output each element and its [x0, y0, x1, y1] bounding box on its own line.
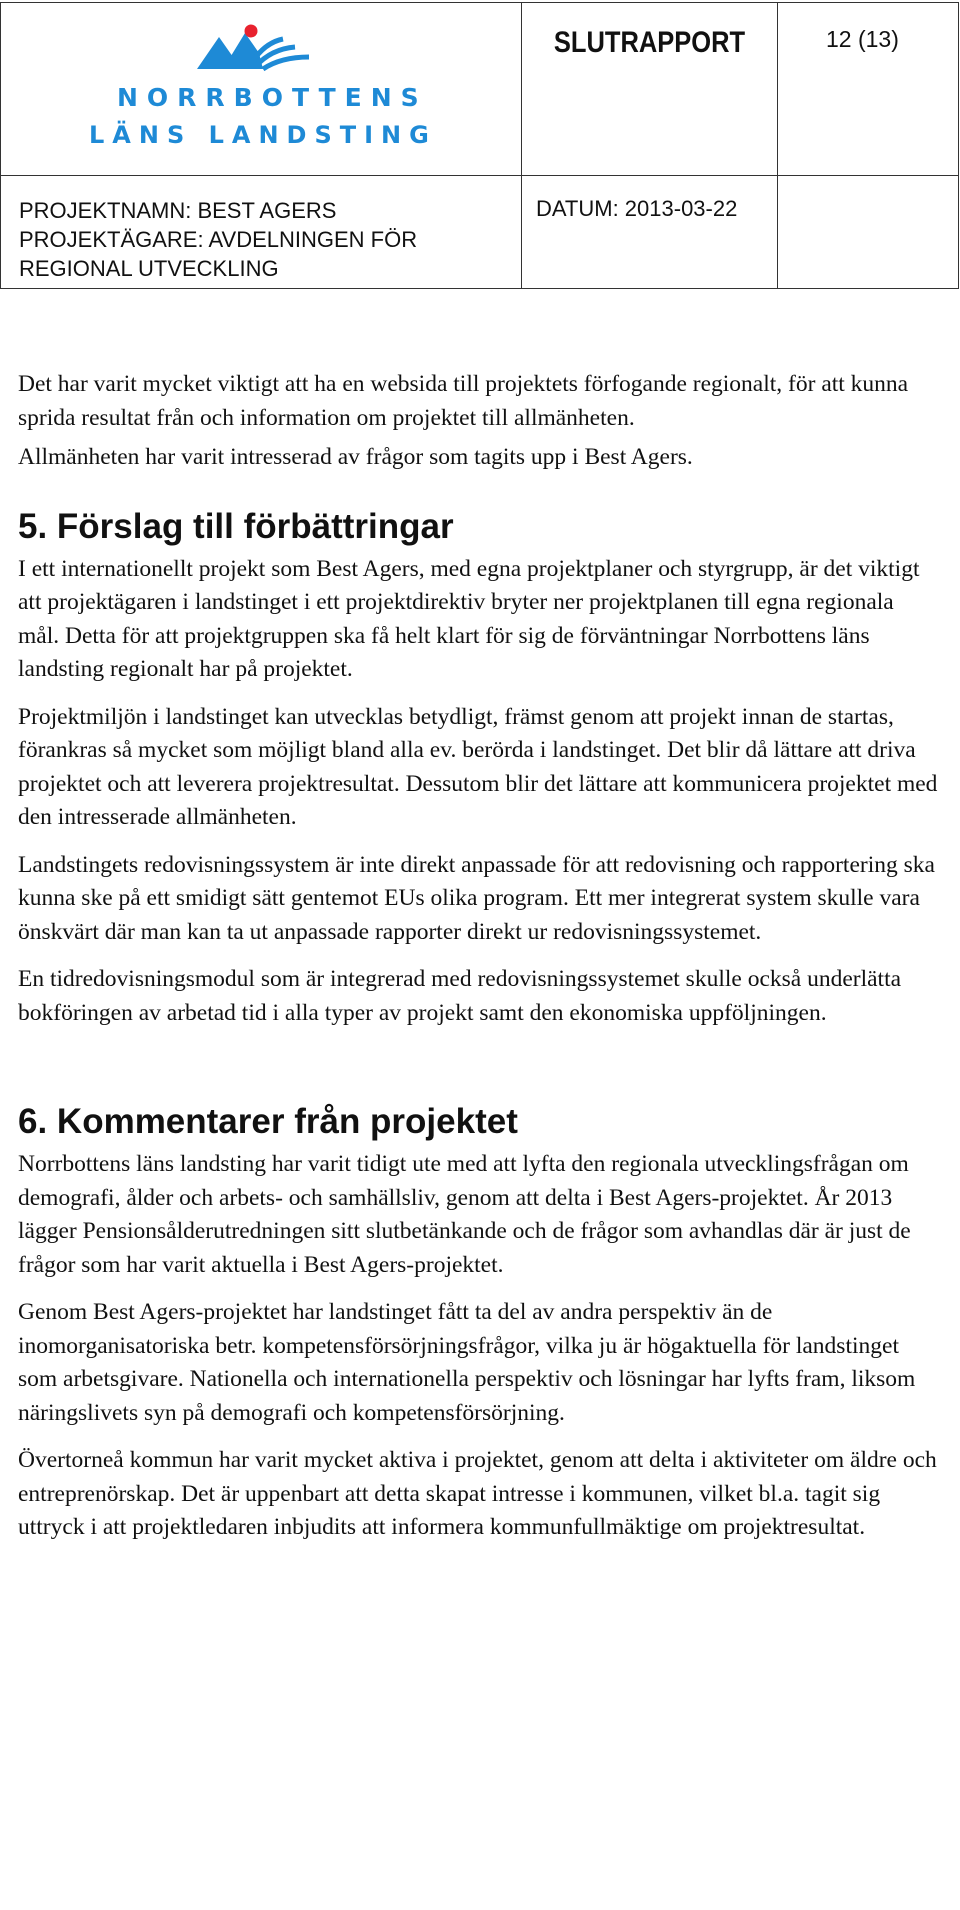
report-header	[0, 2, 959, 289]
project-name: PROJEKTNAMN: BEST AGERS	[19, 198, 337, 223]
empty-cell	[778, 176, 959, 289]
paragraph-project-directive: I ett internationellt projekt som Best Agers, med egna projektplaner och styrgrupp, är det viktigt att projektägaren i landstinget i ett projektdirektiv bryter ner projektplanen till egna regionala mål. Detta för att projektgruppen ska få helt klart för sig de förväntningar Norrbottens läns landsting regionalt har på projektet.	[18, 555, 920, 682]
project-info-cell	[1, 176, 522, 289]
project-owner-line2: REGIONAL UTVECKLING	[19, 256, 279, 281]
paragraph-public-interest: Allmänheten har varit intresserad av frågor som tagits upp i Best Agers.	[18, 444, 693, 470]
section-heading-comments: 6. Kommentarer från projektet	[18, 1102, 518, 1141]
logo-cell	[1, 3, 522, 176]
logo-mountain-icon	[197, 23, 317, 73]
project-info	[19, 196, 417, 283]
page-number: 12 (13)	[826, 26, 899, 52]
document-body	[18, 368, 938, 1559]
page-number-cell	[778, 3, 959, 176]
logo-text-lans-landsting: LÄNS LANDSTING	[89, 121, 437, 149]
paragraph-website: Det har varit mycket viktigt att ha en websida till projektets förfogande regionalt, för att kunna sprida resultat från och information om projektet till allmänheten.	[18, 371, 909, 431]
report-date: DATUM: 2013-03-22	[536, 196, 738, 221]
organization-logo	[89, 23, 437, 158]
paragraph-perspectives: Genom Best Agers-projektet har landstinget fått ta del av andra perspektiv än de inomorganisatoriska betr. kompetensförsörjningsfrågor, vilka ju är högaktuella för landstinget som arbetsgivare. Nationella och internationella perspektiv och lösningar har lyfts fram, liksom näringslivets syn på demografi och kompetensförsörjning.	[18, 1299, 916, 1426]
paragraph-overtornea: Övertorneå kommun har varit mycket aktiva i projektet, genom att delta i aktiviteter om äldre och entreprenörskap. Det är uppenbart att detta skapat intresse i kommunen, vilket bl.a. tagit sig uttryck i att projektledaren inbjudits att informera kommunfullmäktige om projektresultat.	[18, 1447, 937, 1540]
section-heading-improvements: 5. Förslag till förbättringar	[18, 506, 454, 546]
title-cell	[522, 3, 778, 176]
report-title: SLUTRAPPORT	[553, 26, 746, 59]
date-cell	[522, 176, 778, 289]
paragraph-project-environment: Projektmiljön i landstinget kan utvecklas betydligt, främst genom att projekt innan de startas, förankras så mycket som möjligt bland alla ev. berörda i landstinget. Det blir då lättare att driva projektet och att leverera projektresultat. Dessutom blir det lättare att kommunicera projektet med den intresserade allmänheten.	[18, 703, 938, 830]
project-owner-line1: PROJEKTÄGARE: AVDELNINGEN FÖR	[19, 227, 418, 252]
paragraph-accounting-system: Landstingets redovisningssystem är inte direkt anpassade för att redovisning och rapportering ska kunna ske på ett smidigt sätt gentemot EUs olika program. Ett mer integrerat system skulle vara önskvärt där man kan ta ut anpassade rapporter direkt ur redovisningssystemet.	[18, 851, 935, 945]
paragraph-time-reporting: En tidredovisningsmodul som är integrerad med redovisningssystemet skulle också underlätta bokföringen av arbetad tid i alla typer av projekt samt den ekonomiska uppföljningen.	[18, 966, 902, 1026]
logo-text-norrbottens: NORRBOTTENS	[117, 83, 428, 112]
paragraph-regional-development: Norrbottens läns landsting har varit tidigt ute med att lyfta den regionala utvecklingsfrågan om demografi, ålder och arbets- och samhällsliv, genom att delta i Best Agers-projektet. År 2013 lägger Pensionsålderutredningen sitt slutbetänkande och de frågor som avhandlas där är just de frågor som har varit aktuella i Best Agers-projektet.	[18, 1151, 911, 1278]
